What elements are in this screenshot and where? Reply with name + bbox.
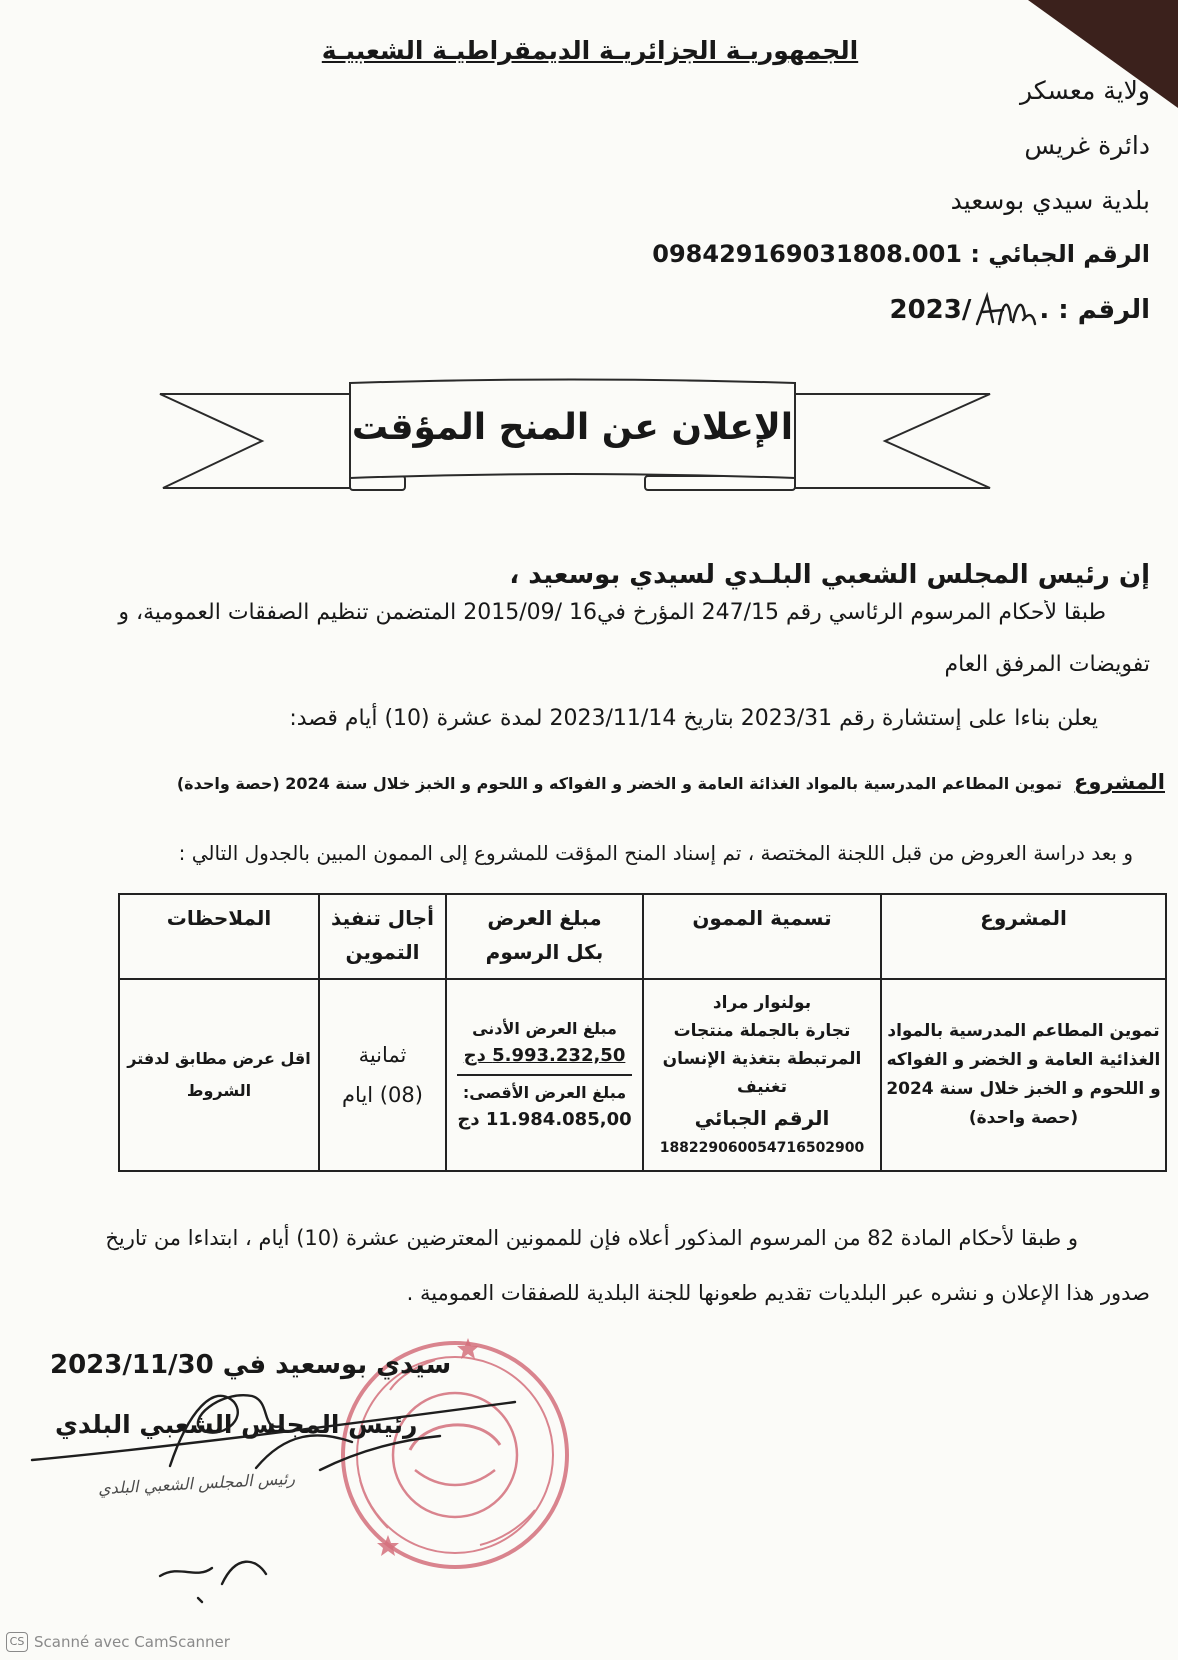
appeal-line: صدور هذا الإعلان و نشره عبر البلديات تقديم طعونها للجنة البلدية للصفقات العمومية .: [406, 1281, 1150, 1305]
header-amount: [446, 894, 643, 979]
project-line: تموين المطاعم المدرسية بالمواد: [887, 1021, 1160, 1041]
project-description: تموين المطاعم المدرسية بالمواد الغذائة العامة و الخضر و الفواكه و اللحوم و الخبز خلال سنة 2024 (حصة واحدة): [176, 774, 1062, 793]
evaluation-statement: و بعد دراسة العروض من قبل اللجنة المختصة ، تم إسناد المنح المؤقت للمشروع إلى الممون المبين بالجدول التالي :: [178, 841, 1133, 865]
notes-text: الشروط: [186, 1081, 252, 1100]
deadline-text: ثمانية: [358, 1043, 407, 1067]
announcement-title: الإعلان عن المنح المؤقت: [351, 407, 794, 448]
project-line: و اللحوم و الخبز خلال سنة 2024: [886, 1079, 1161, 1099]
signer-title: رئيس المجلس الشعبي البلدي: [55, 1410, 418, 1439]
reference-number: [890, 290, 1151, 330]
commune-name: بلدية سيدي بوسعيد: [950, 186, 1150, 215]
handwritten-signer-title: رئيس المجلس الشعبي البلدي: [97, 1468, 296, 1499]
appeal-line: و طبقا لأحكام المادة 82 من المرسوم المذكور أعلاه فإن للممونين المعترضين عشرة (10) أيام ، ابتداءا من تاريخ: [105, 1226, 1078, 1250]
consultation-announcement: يعلن بناءا على إستشارة رقم 2023/31 بتاريخ 2023/11/14 لمدة عشرة (10) أيام قصد:: [289, 706, 1098, 731]
reference-label: الرقم : .: [1039, 295, 1150, 325]
wilaya-name: ولاية معسكر: [1020, 76, 1150, 105]
table-header-row: [119, 894, 1166, 979]
cell-amount: [446, 979, 643, 1171]
legal-basis-continuation: تفويضات المرفق العام: [944, 652, 1150, 677]
daira-name: دائرة غريس: [1024, 131, 1150, 160]
supplier-tax-label: الرقم الجبائي: [694, 1106, 830, 1130]
deadline-days: (08) ايام: [342, 1083, 423, 1107]
supplier-activity: المرتبطة بتغذية الإنسان: [662, 1049, 862, 1069]
max-offer-label: مبلغ العرض الأقصى:: [462, 1083, 627, 1102]
republic-title: الجمهوريـة الجزائريـة الديمقراطيـة الشعبيـة: [321, 36, 859, 65]
header-text: تسمية الممون: [692, 906, 832, 930]
header-project: [881, 894, 1166, 979]
header-text: التموين: [345, 940, 420, 964]
min-offer-label: مبلغ العرض الأدنى: [472, 1019, 617, 1038]
camscanner-logo-icon: CS: [6, 1632, 28, 1652]
min-offer-value: 5.993.232,50 دج: [463, 1045, 626, 1066]
header-deadline: [319, 894, 446, 979]
header-supplier: [643, 894, 881, 979]
header-notes: [119, 894, 319, 979]
header-text: مبلغ العرض: [487, 906, 602, 930]
handwritten-reference-number: [973, 290, 1037, 330]
notes-text: اقل عرض مطابق لدفتر: [127, 1049, 311, 1068]
supplier-place: تغنيف: [736, 1077, 788, 1097]
header-text: بكل الرسوم: [485, 940, 604, 964]
award-table: [118, 893, 1167, 1172]
project-label: المشروع: [1074, 770, 1165, 794]
project-line: الغذائية العامة و الخضر و الفواكه: [886, 1050, 1161, 1070]
cell-project: [881, 979, 1166, 1171]
supplier-activity: تجارة بالجملة منتجات: [673, 1021, 851, 1041]
header-text: المشروع: [980, 906, 1067, 930]
amount-divider: [457, 1074, 632, 1076]
camscanner-text: Scanné avec CamScanner: [34, 1633, 230, 1651]
max-offer-value: 11.984.085,00 دج: [457, 1109, 632, 1130]
project-line: (حصة واحدة): [968, 1108, 1079, 1128]
intro-line: إن رئيس المجلس الشعبي البلـدي لسيدي بوسعيد ،: [509, 560, 1150, 590]
reference-year: 2023/: [889, 295, 972, 325]
place-and-date: سيدي بوسعيد في 2023/11/30: [50, 1350, 452, 1380]
table-row: [119, 979, 1166, 1171]
legal-basis-line: طبقا لأحكام المرسوم الرئاسي رقم 247/15 المؤرخ في16 /2015/09 المتضمن تنظيم الصفقات العمومية، و: [118, 600, 1106, 625]
cell-deadline: [319, 979, 446, 1171]
project-line: [177, 770, 1165, 794]
header-text: أجال تنفيذ: [331, 906, 434, 930]
supplier-name: بولنوار مراد: [712, 993, 812, 1013]
header-text: الملاحظات: [166, 906, 272, 930]
commune-tax-id: الرقم الجبائي : 098429169031808.001: [652, 240, 1150, 268]
supplier-tax-id: 188229060054716502900: [659, 1140, 865, 1156]
camscanner-watermark: [6, 1632, 230, 1652]
cell-notes: [119, 979, 319, 1171]
cell-supplier: [643, 979, 881, 1171]
